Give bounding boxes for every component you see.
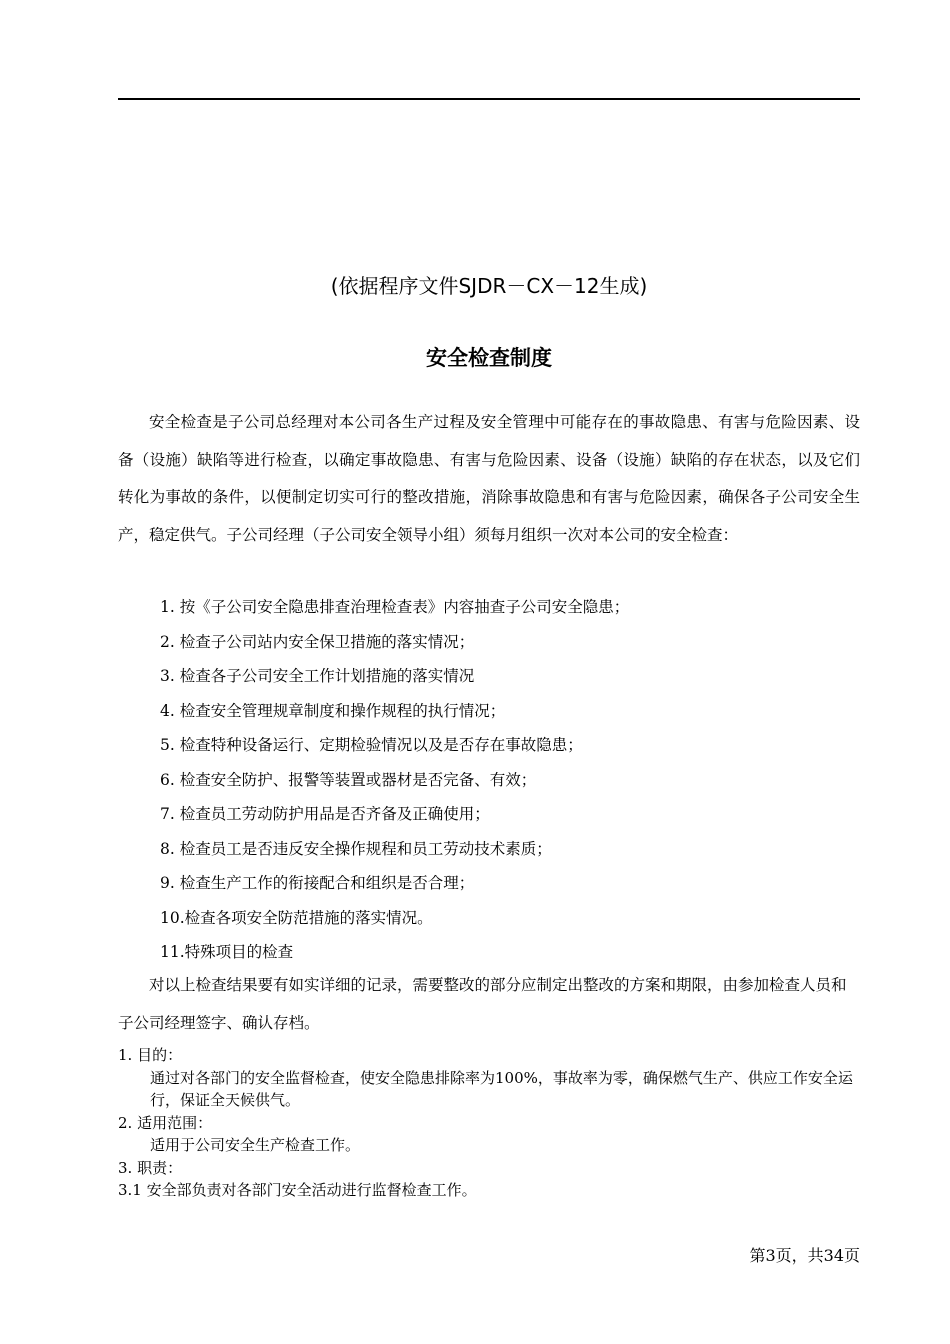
document-title: 安全检查制度 <box>426 346 552 370</box>
section-2-body: 适用于公司安全生产检查工作。 <box>150 1136 361 1154</box>
list-item: 7. 检查员工劳动防护用品是否齐备及正确使用； <box>160 805 490 823</box>
list-item: 3. 检查各子公司安全工作计划措施的落实情况 <box>160 667 475 685</box>
list-item: 11.特殊项目的检查 <box>160 943 294 961</box>
header-rule <box>118 98 860 100</box>
list-item: 10.检查各项安全防范措施的落实情况。 <box>160 908 433 927</box>
document-subtitle: (依据程序文件SJDR－CX－12生成) <box>330 274 648 298</box>
section-3-heading: 3. 职责： <box>118 1158 183 1177</box>
page-number: 第3页，共34页 <box>749 1246 860 1265</box>
section-2-heading: 2. 适用范围： <box>118 1113 213 1132</box>
list-item: 2. 检查子公司站内安全保卫措施的落实情况； <box>160 632 475 651</box>
section-1-heading: 1. 目的： <box>118 1046 183 1064</box>
list-item: 5. 检查特种设备运行、定期检验情况以及是否存在事故隐患； <box>160 736 583 754</box>
list-item: 1. 按《子公司安全隐患排查治理检查表》内容抽查子公司安全隐患； <box>160 598 630 616</box>
section-1-body-text: 通过对各部门的安全监督检查，使安全隐患排除率为100%，事故率为零，确保燃气生产、供应工作安全运行，保证全天候供气。 <box>150 1068 853 1109</box>
list-item: 9. 检查生产工作的衔接配合和组织是否合理； <box>160 874 475 892</box>
sections-block <box>118 1044 860 1202</box>
intro-paragraph: 安全检查是子公司总经理对本公司各生产过程及安全管理中可能存在的事故隐患、有害与危险因素、设备（设施）缺陷等进行检查，以确定事故隐患、有害与危险因素、设备（设施）缺陷的存在状态，以及它们转化为事故的条件，以便制定切实可行的整改措施，消除事故隐患和有害与危险因素，确保各子公司安全生产，稳定供气。子公司经理（子公司安全领导小组）须每月组织一次对本公司的安全检查： <box>118 413 860 544</box>
section-1-body <box>118 1067 860 1112</box>
closing-paragraph: 对以上检查结果要有如实详细的记录，需要整改的部分应制定出整改的方案和期限，由参加检查人员和子公司经理签字、确认存档。 <box>118 976 847 1032</box>
list-item: 6. 检查安全防护、报警等装置或器材是否完备、有效； <box>160 770 537 789</box>
list-item: 4. 检查安全管理规章制度和操作规程的执行情况； <box>160 701 506 720</box>
check-items-list <box>118 590 860 970</box>
list-item: 8. 检查员工是否违反安全操作规程和员工劳动技术素质； <box>160 839 552 858</box>
section-3-1: 3.1 安全部负责对各部门安全活动进行监督检查工作。 <box>118 1181 477 1199</box>
